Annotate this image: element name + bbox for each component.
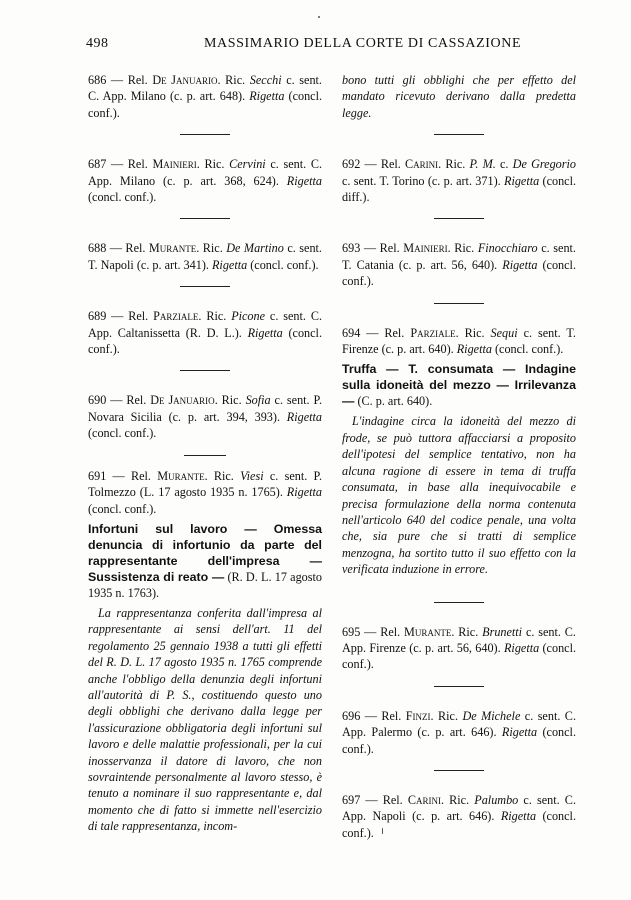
separator-rule: [180, 134, 230, 135]
outcome: Rigetta: [502, 257, 538, 272]
entry-text: (concl. conf.).: [342, 809, 576, 840]
heading-bold: Truffa — T. consumata — Indagine sulla idoneità del mezzo — Irrilevanza —: [342, 362, 576, 409]
separator-rule: [434, 770, 484, 771]
rapporteur: Parziale: [153, 309, 199, 324]
outcome: Rigetta: [286, 485, 322, 500]
entry-text: (concl. diff.).: [342, 173, 577, 205]
rapporteur: Mainieri: [403, 241, 448, 256]
entry-num: 693 — Rel.: [342, 241, 404, 256]
appellant: P. M.: [469, 157, 496, 172]
entry-num: 688 — Rel.: [88, 241, 149, 256]
entry-text: c. sent. C. App. Milano (c. p. art. 648).: [88, 73, 322, 104]
rapporteur: Carini: [405, 157, 439, 172]
separator-rule: [434, 218, 484, 219]
entry-686: [88, 72, 322, 121]
outcome: Rigetta: [286, 409, 322, 424]
entry-text: c. sent. P. Novara Sicilia (c. p. art. 394, 393).: [88, 393, 322, 424]
entry-694: [342, 325, 576, 358]
entry-text: . Ric.: [447, 241, 478, 256]
separator-rule: [434, 303, 484, 304]
appellant: Brunetti: [482, 624, 523, 639]
appellant: Finocchiaro: [477, 241, 538, 256]
appellant: Palumbo: [474, 792, 519, 807]
heading-reference: (C. p. art. 640).: [354, 394, 433, 409]
appellant: Secchi: [249, 73, 282, 87]
entry-text: . Ric.: [430, 708, 463, 723]
entry-text: c. sent. C. App. Firenze (c. p. art. 56, 640).: [342, 624, 576, 655]
entry-text: . Ric.: [440, 792, 475, 807]
separator-rule: [184, 455, 226, 456]
entry-text: c. sent. C. App. Napoli (c. p. art. 646).: [342, 792, 576, 824]
entry-text: c. sent. C. App. Palermo (c. p. art. 646).: [342, 708, 576, 740]
entry-text: . Ric.: [451, 624, 483, 639]
separator-rule: [180, 218, 230, 219]
appellant: Sequi: [490, 325, 518, 340]
outcome: Rigetta: [501, 725, 538, 740]
rapporteur: Murante: [404, 624, 452, 639]
outcome: Rigetta: [504, 173, 540, 188]
appellant: Picone: [231, 309, 266, 324]
entry-696: [342, 708, 576, 757]
entry-697: [342, 792, 576, 841]
maxim-text: La rappresentanza conferita dall'impresa al rappresentante ai sensi dell'art. 11 del regolamento 25 gennaio 1938 a tutti gli effetti del R. D. L. 17 agosto 1935 n. 1765 comprende anche l'obbligo della denunzia degli infortuni all'autorità di P. S., costituendo questo uno degli obblighi che derivano dalla legge per l'assicurazione obbligatoria degli infortuni sul lavoro e delle malattie professionali, per la cui inosservanza il datore di lavoro, che non sovraintende personalmente al lavoro stesso, è tenuto a nominare il suo rappresentante e, dal momento che di fatto si immette nell'esercizio di tale rappresentanza, incom-: [88, 605, 322, 834]
entry-text: (concl. conf.).: [342, 725, 576, 756]
entry-text: (concl. conf.).: [88, 190, 157, 205]
page-header: [86, 36, 576, 56]
entry-text: (concl. conf.).: [88, 325, 322, 357]
outcome: Rigetta: [249, 89, 285, 104]
entry-text: c. sent. T. Torino (c. p. art. 371).: [342, 173, 504, 188]
entry-text: . Ric.: [438, 157, 470, 172]
page-number: 498: [86, 36, 109, 51]
entry-695: [342, 624, 576, 673]
entry-687: [88, 156, 322, 205]
entry-num: 690 — Rel.: [88, 393, 151, 408]
separator-rule: [180, 370, 230, 371]
entry-693: [342, 240, 576, 289]
rapporteur: Finzi: [405, 708, 431, 723]
separator-rule: [434, 686, 484, 687]
appellant: Sofia: [245, 393, 271, 408]
entry-num: 687 — Rel.: [88, 157, 153, 172]
rapporteur: De Januario: [150, 393, 215, 408]
outcome: Rigetta: [211, 257, 248, 272]
maxim-heading: [342, 361, 576, 409]
entry-text: c.: [495, 157, 513, 172]
separator-rule: [434, 134, 484, 135]
outcome: Rigetta: [456, 342, 492, 357]
entry-text: c. sent. T. Firenze (c. p. art. 640).: [342, 325, 576, 357]
entry-text: c. sent. P. Tolmezzo (L. 17 agosto 1935 n. 1765).: [88, 468, 322, 500]
entry-num: 686 — Rel.: [88, 73, 153, 87]
maxim-text: L'indagine circa la idoneità del mezzo di frode, se può tuttora affacciarsi a proposito dell'ipotesi del semplice tentativo, non ha alcuna ragione di essere in tema di truffa consumata, in base alla inequivocabile e precisa formulazione della norma contenuta nell'articolo 640 del codice penale, una volta che, sia pure che si tratti di semplice menzogna, ha sortito tutto il suo effetto con la verificata induzione in errore.: [342, 414, 576, 577]
appellant: De Michele: [462, 708, 521, 723]
entry-689: [88, 308, 322, 357]
entry-text: (concl. conf.).: [247, 257, 319, 272]
entry-text: (concl. conf.).: [88, 426, 157, 441]
left-column: [88, 72, 322, 835]
entry-num: 691 — Rel.: [88, 468, 158, 483]
entry-text: c. sent. T. Catania (c. p. art. 56, 640).: [342, 241, 576, 272]
scan-speck: [382, 828, 383, 834]
outcome: Rigetta: [247, 325, 283, 340]
entry-text: c. sent. C. App. Caltanissetta (R. D. L.).: [88, 309, 322, 340]
rapporteur: Carini: [407, 792, 441, 807]
entry-text: . Ric.: [196, 157, 230, 172]
outcome: Rigetta: [500, 809, 537, 824]
entry-text: (concl. conf.).: [491, 342, 564, 357]
entry-num: 696 — Rel.: [342, 708, 406, 723]
entry-text: . Ric.: [217, 73, 250, 87]
appellant: Cervini: [229, 157, 266, 172]
appellant: Viesi: [240, 468, 264, 483]
heading-reference: (R. D. L. 17 agosto 1935 n. 1763).: [88, 569, 322, 600]
separator-rule: [180, 286, 230, 287]
entry-num: 695 — Rel.: [342, 624, 405, 639]
outcome: Rigetta: [503, 640, 540, 655]
entry-691: [88, 468, 322, 517]
appellant: De Martino: [226, 241, 284, 256]
entry-text: c. sent. C. App. Milano (c. p. art. 368, 624).: [88, 157, 322, 188]
rapporteur: Murante: [148, 241, 197, 256]
rapporteur: Mainieri: [152, 157, 197, 172]
running-title: MASSIMARIO DELLA CORTE DI CASSAZIONE: [204, 36, 522, 51]
entry-text: . Ric.: [204, 468, 241, 483]
entry-num: 694 — Rel.: [342, 325, 411, 340]
right-column: [342, 72, 576, 854]
maxim-continuation: bono tutti gli obblighi che per effetto del mandato ricevuto derivano dalla predetta legge.: [342, 73, 576, 120]
rapporteur: Murante: [157, 468, 205, 483]
entry-num: 697 — Rel.: [342, 792, 408, 807]
entry-text: . Ric.: [455, 325, 491, 340]
rapporteur: Parziale: [410, 325, 456, 340]
entry-text: c. sent. T. Napoli (c. p. art. 341).: [88, 241, 322, 272]
entry-text: . Ric.: [196, 241, 227, 256]
heading-bold: Infortuni sul lavoro — Omessa denuncia di infortunio da parte del rappresentante dell'impresa — Sussistenza di reato —: [88, 521, 322, 584]
entry-text: . Ric.: [214, 393, 246, 408]
entry-690: [88, 392, 322, 441]
respondent: De Gregorio: [512, 157, 576, 172]
maxim-heading: [88, 521, 322, 601]
entry-text: (concl. conf.).: [88, 501, 157, 516]
separator-rule: [434, 602, 484, 603]
rapporteur: De Januario: [152, 73, 218, 87]
entry-num: 692 — Rel.: [342, 157, 405, 172]
scan-speck: [318, 16, 320, 18]
entry-text: (concl. conf.).: [342, 640, 577, 672]
entry-692: [342, 156, 576, 205]
entry-688: [88, 240, 322, 273]
entry-text: . Ric.: [198, 309, 232, 324]
entry-num: 689 — Rel.: [88, 309, 154, 324]
entry-text: (concl. conf.).: [342, 257, 576, 289]
entry-text: (concl. conf.).: [88, 89, 323, 120]
outcome: Rigetta: [286, 173, 322, 188]
